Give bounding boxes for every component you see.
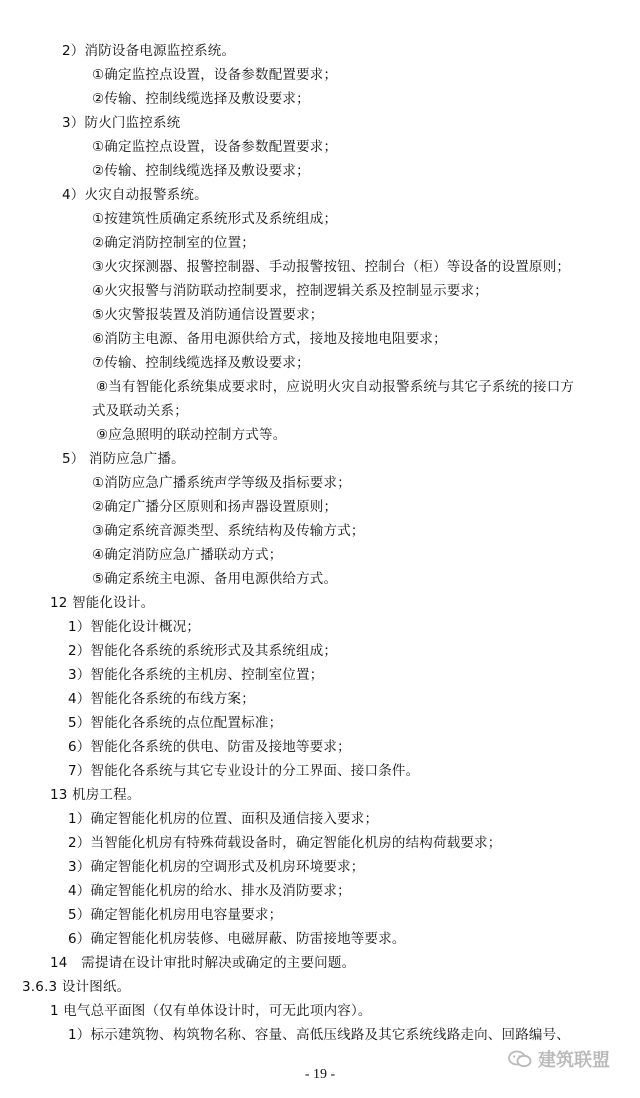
text-line: 1）确定智能化机房的位置、面积及通信接入要求；: [68, 811, 379, 827]
page-number: - 19 -: [304, 1067, 336, 1082]
text-line: 14 需提请在设计审批时解决或确定的主要问题。: [50, 955, 356, 971]
text-line: 5）确定智能化机房用电容量要求；: [68, 907, 283, 923]
watermark-text: 建筑联盟: [538, 1050, 610, 1071]
text-line: 4）智能化各系统的布线方案；: [68, 691, 255, 707]
text-line: ①消防应急广播系统声学等级及指标要求；: [92, 475, 351, 491]
text-line: 6）智能化各系统的供电、防雷及接地等要求；: [68, 739, 351, 755]
text-line: 2）智能化各系统的系统形式及其系统组成；: [68, 643, 338, 659]
text-line: 6）确定智能化机房装修、电磁屏蔽、防雷接地等要求。: [68, 931, 406, 947]
text-line: 7）智能化各系统与其它专业设计的分工界面、接口条件。: [68, 763, 420, 779]
text-line: ④火灾报警与消防联动控制要求，控制逻辑关系及控制显示要求；: [92, 283, 488, 299]
text-line: ②确定广播分区原则和扬声器设置原则；: [92, 499, 338, 515]
wechat-icon: [508, 1050, 532, 1068]
text-line: 3）防火门监控系统: [62, 115, 181, 131]
text-line: ③火灾探测器、报警控制器、手动报警按钮、控制台（柜）等设备的设置原则；: [92, 259, 571, 275]
text-line: ①确定监控点设置，设备参数配置要求；: [92, 67, 338, 83]
text-line: 3）确定智能化机房的空调形式及机房环境要求；: [68, 859, 365, 875]
text-line: 4）火灾自动报警系统。: [62, 187, 208, 203]
text-line: ②确定消防控制室的位置；: [92, 235, 256, 251]
text-line: 1）智能化设计概况；: [68, 619, 201, 635]
text-line: 1）标示建筑物、构筑物名称、容量、高低压线路及其它系统线路走向、回路编号、: [68, 1027, 570, 1043]
text-line: ②传输、控制线缆选择及敷设要求；: [92, 91, 310, 107]
text-line: ③确定系统音源类型、系统结构及传输方式；: [92, 523, 365, 539]
text-line: 12 智能化设计。: [50, 595, 155, 611]
text-line: ②传输、控制线缆选择及敷设要求；: [92, 163, 310, 179]
text-line: 2）消防设备电源监控系统。: [62, 43, 236, 59]
text-line: 5）智能化各系统的点位配置标准；: [68, 715, 283, 731]
text-line: ⑨应急照明的联动控制方式等。: [96, 427, 287, 443]
text-line: ⑤火灾警报装置及消防通信设置要求；: [92, 307, 324, 323]
text-line: ⑧当有智能化系统集成要求时，应说明火灾自动报警系统与其它子系统的接口方: [96, 379, 575, 395]
section-heading: 3.6.3 设计图纸。: [22, 979, 131, 995]
text-line: 1 电气总平面图（仅有单体设计时，可无此项内容）。: [50, 1003, 372, 1019]
text-line: 3）智能化各系统的主机房、控制室位置；: [68, 667, 324, 683]
text-line: ⑤确定系统主电源、备用电源供给方式。: [92, 571, 338, 587]
text-line: ⑥消防主电源、备用电源供给方式，接地及接地电阻要求；: [92, 331, 447, 347]
text-line: 5） 消防应急广播。: [62, 451, 185, 467]
text-line: 4）确定智能化机房的给水、排水及消防要求；: [68, 883, 351, 899]
text-line: 2）当智能化机房有特殊荷载设备时，确定智能化机房的结构荷载要求；: [68, 835, 502, 851]
text-line: ①确定监控点设置，设备参数配置要求；: [92, 139, 338, 155]
text-line: ④确定消防应急广播联动方式；: [92, 547, 283, 563]
text-line: 13 机房工程。: [50, 787, 141, 803]
text-line: ①按建筑性质确定系统形式及系统组成；: [92, 211, 338, 227]
text-line: ⑦传输、控制线缆选择及敷设要求；: [92, 355, 310, 371]
text-line: 式及联动关系；: [92, 403, 188, 419]
